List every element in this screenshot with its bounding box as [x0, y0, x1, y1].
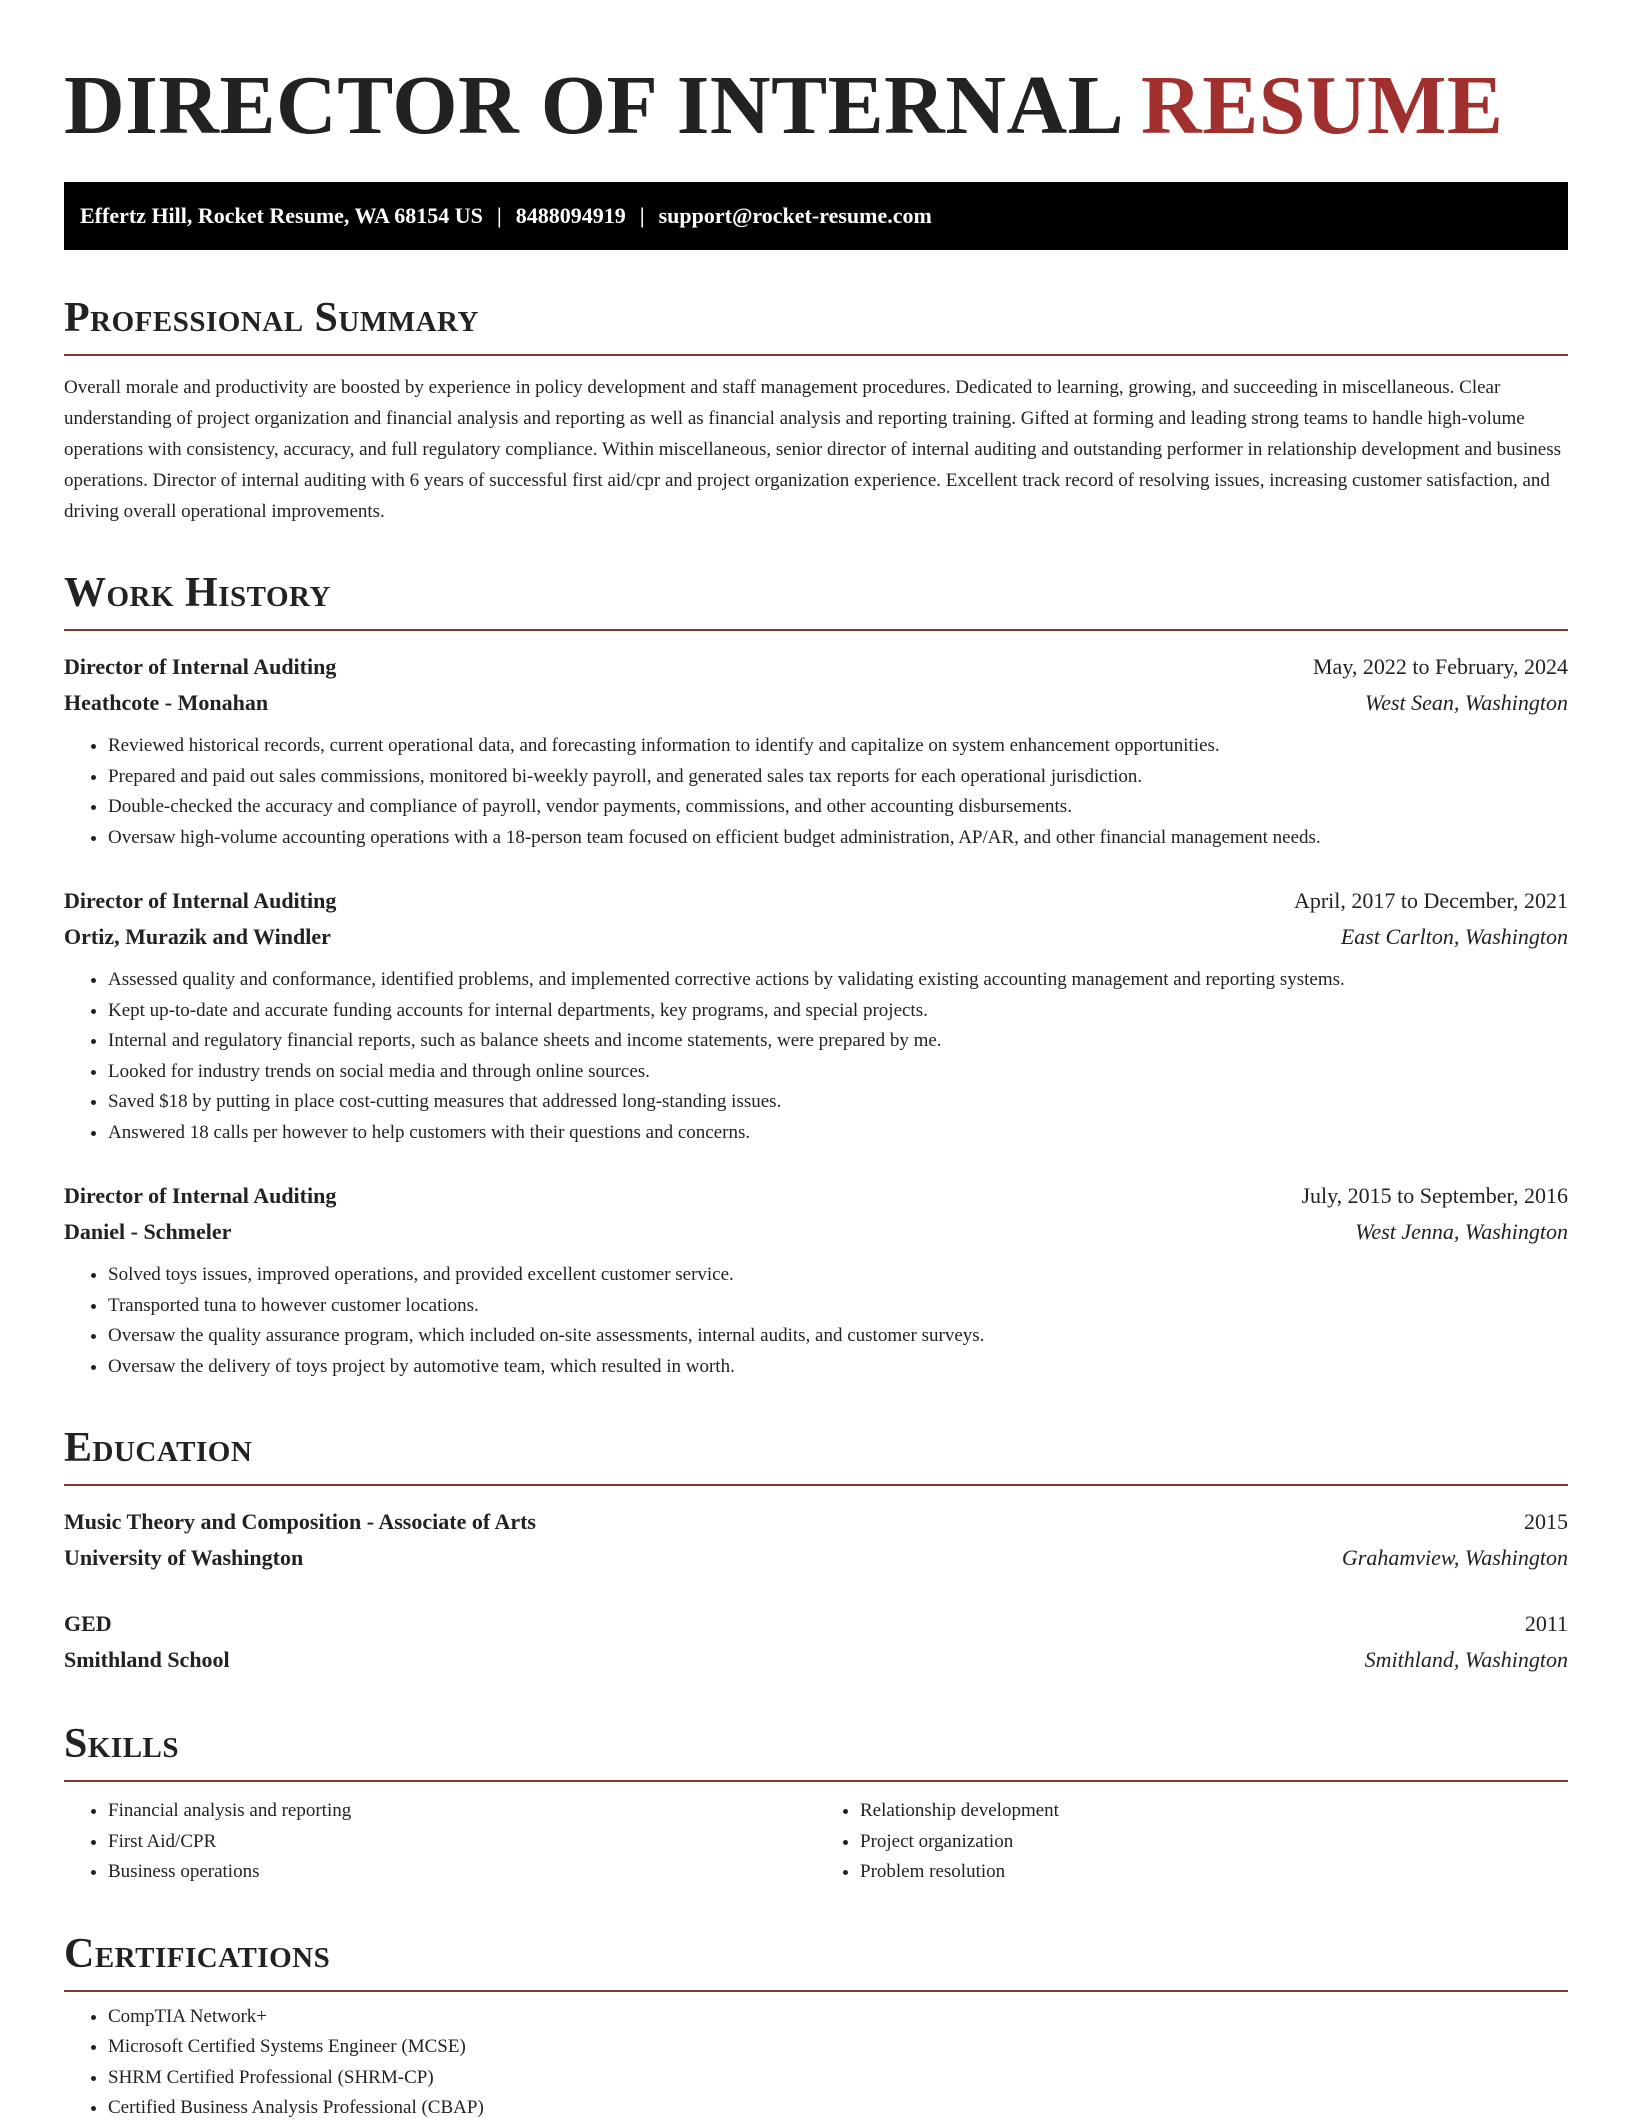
contact-separator: | — [639, 203, 645, 228]
skills-list — [816, 1796, 1568, 1888]
education-header-row — [64, 1504, 1568, 1540]
job-title: Director of Internal Auditing — [64, 1183, 337, 1209]
job-bullet: • Assessed quality and conformance, identified problems, and implemented corrective actions by validating existing accounting management and reporting systems. — [108, 965, 1568, 996]
job-title: Director of Internal Auditing — [64, 654, 337, 680]
skills-heading: Skills — [64, 1722, 1568, 1782]
skill-item: • Project organization — [860, 1827, 1568, 1858]
job-bullet: • Solved toys issues, improved operations, and provided excellent customer service. — [108, 1260, 1568, 1291]
job-dates: July, 2015 to September, 2016 — [1301, 1183, 1568, 1209]
job-bullet: • Oversaw high-volume accounting operations with a 18-person team focused on efficient budget administration, AP/AR, and other financial management needs. — [108, 823, 1568, 854]
contact-address: Effertz Hill, Rocket Resume, WA 68154 US — [80, 203, 483, 228]
job-entry — [64, 883, 1568, 1148]
education-year: 2011 — [1524, 1611, 1568, 1637]
skills-column-right — [816, 1796, 1568, 1888]
job-company-row — [64, 685, 1568, 721]
contact-phone[interactable]: 8488094919 — [515, 203, 626, 228]
certification-item: • CompTIA Network+ — [108, 2002, 1568, 2033]
job-bullet: • Oversaw the quality assurance program, which included on-site assessments, internal audits, and customer surveys. — [108, 1321, 1568, 1352]
job-dates: May, 2022 to February, 2024 — [1313, 654, 1568, 680]
contact-separator: | — [496, 203, 502, 228]
skills-column-left — [64, 1796, 816, 1888]
job-bullet: • Saved $18 by putting in place cost-cutting measures that addressed long-standing issues. — [108, 1087, 1568, 1118]
job-bullets — [64, 731, 1568, 853]
contact-email[interactable]: support@rocket-resume.com — [658, 203, 932, 228]
skill-item: • Business operations — [108, 1857, 816, 1888]
job-bullet: • Reviewed historical records, current operational data, and forecasting information to identify and capitalize on system enhancement opportunities. — [108, 731, 1568, 762]
education-heading: Education — [64, 1426, 1568, 1486]
job-company: Daniel - Schmeler — [64, 1219, 232, 1245]
education-school-row — [64, 1642, 1568, 1678]
job-title: Director of Internal Auditing — [64, 888, 337, 914]
job-header-row — [64, 883, 1568, 919]
certifications-list — [64, 2002, 1568, 2124]
job-bullet: • Prepared and paid out sales commissions, monitored bi-weekly payroll, and generated sales tax reports for each operational jurisdiction. — [108, 762, 1568, 793]
job-location: West Jenna, Washington — [1355, 1219, 1568, 1245]
certifications-heading: Certifications — [64, 1932, 1568, 1992]
education-entry — [64, 1504, 1568, 1576]
skill-item: • Problem resolution — [860, 1857, 1568, 1888]
skills-grid — [64, 1796, 1568, 1888]
skill-item: • Financial analysis and reporting — [108, 1796, 816, 1827]
job-company-row — [64, 919, 1568, 955]
job-bullet: • Transported tuna to however customer locations. — [108, 1291, 1568, 1322]
skill-item: • Relationship development — [860, 1796, 1568, 1827]
education-header-row — [64, 1606, 1568, 1642]
contact-bar — [64, 182, 1568, 250]
education-school: University of Washington — [64, 1545, 304, 1571]
job-header-row — [64, 649, 1568, 685]
education-entry — [64, 1606, 1568, 1678]
job-company-row — [64, 1214, 1568, 1250]
job-bullet: • Kept up-to-date and accurate funding accounts for internal departments, key programs, and special projects. — [108, 996, 1568, 1027]
skills-list — [64, 1796, 816, 1888]
education-school: Smithland School — [64, 1647, 230, 1673]
certification-item: • Certified Business Analysis Professional (CBAP) — [108, 2093, 1568, 2124]
certification-item: • Microsoft Certified Systems Engineer (MCSE) — [108, 2032, 1568, 2063]
job-company: Ortiz, Murazik and Windler — [64, 924, 331, 950]
education-location: Smithland, Washington — [1364, 1647, 1568, 1673]
title-accent: RESUME — [1141, 59, 1504, 152]
summary-text: Overall morale and productivity are boosted by experience in policy development and staff management procedures. Dedicated to learning, growing, and succeeding in miscellaneous. Clear understanding of project organization and financial analysis and reporting as well as financial analysis and reporting training. Gifted at forming and leading strong teams to handle high-volume operations with consistency, accuracy, and full regulatory compliance. Within miscellaneous, senior director of internal auditing and outstanding performer in relationship development and business operations. Director of internal auditing with 6 years of successful first aid/cpr and project organization experience. Excellent track record of resolving issues, increasing customer satisfaction, and driving overall operational improvements. — [64, 377, 1561, 523]
education-year: 2015 — [1524, 1509, 1568, 1535]
job-dates: April, 2017 to December, 2021 — [1293, 888, 1568, 914]
certification-item: • SHRM Certified Professional (SHRM-CP) — [108, 2063, 1568, 2094]
job-bullets — [64, 965, 1568, 1148]
resume-title — [64, 59, 1568, 152]
job-bullet: • Answered 18 calls per however to help customers with their questions and concerns. — [108, 1118, 1568, 1149]
work-history-heading: Work History — [64, 571, 1568, 631]
job-bullets — [64, 1260, 1568, 1382]
title-main: DIRECTOR OF INTERNAL — [64, 59, 1120, 152]
education-location: Grahamview, Washington — [1341, 1545, 1568, 1571]
job-bullet: • Internal and regulatory financial reports, such as balance sheets and income statements, were prepared by me. — [108, 1026, 1568, 1057]
job-entry — [64, 649, 1568, 853]
job-location: East Carlton, Washington — [1340, 924, 1568, 950]
job-company: Heathcote - Monahan — [64, 690, 269, 716]
job-location: West Sean, Washington — [1364, 690, 1568, 716]
education-degree: GED — [64, 1611, 112, 1637]
education-school-row — [64, 1540, 1568, 1576]
skill-item: • First Aid/CPR — [108, 1827, 816, 1858]
education-degree: Music Theory and Composition - Associate of Arts — [64, 1509, 536, 1535]
job-bullet: • Double-checked the accuracy and compliance of payroll, vendor payments, commissions, and other accounting disbursements. — [108, 792, 1568, 823]
summary-heading: Professional Summary — [64, 296, 1568, 356]
job-bullet: • Looked for industry trends on social media and through online sources. — [108, 1057, 1568, 1088]
job-entry — [64, 1178, 1568, 1382]
job-bullet: • Oversaw the delivery of toys project by automotive team, which resulted in worth. — [108, 1352, 1568, 1383]
job-header-row — [64, 1178, 1568, 1214]
